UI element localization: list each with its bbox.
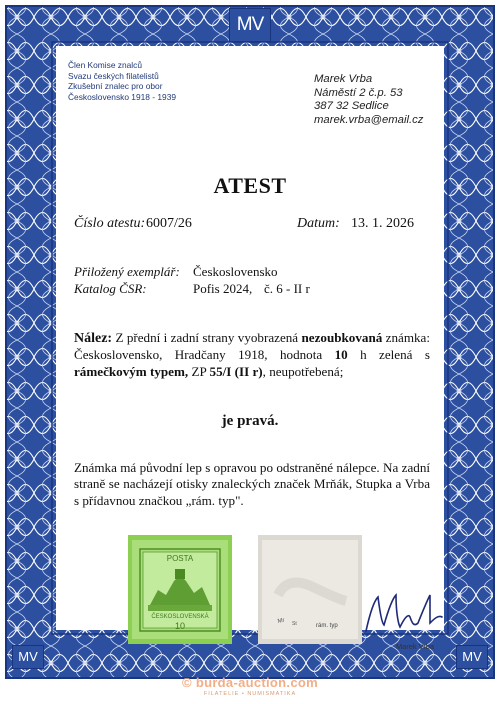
certificate-number-label: Číslo atestu: bbox=[74, 216, 146, 231]
svg-text:ČESKOSLOVENSKÁ: ČESKOSLOVENSKÁ bbox=[151, 614, 209, 620]
committee-line: Československo 1918 - 1939 bbox=[68, 91, 177, 102]
svg-text:10: 10 bbox=[174, 621, 186, 631]
committee-line: Svazu českých filatelistů bbox=[68, 70, 159, 81]
svg-text:POSTA: POSTA bbox=[166, 554, 194, 563]
committee-line: Zkušební znalec pro obor bbox=[68, 81, 163, 91]
stamp-front-image bbox=[128, 535, 232, 644]
verdict: je pravá. bbox=[221, 413, 279, 429]
mv-logo-bottom-right: MV bbox=[456, 645, 488, 669]
date-label: Datum: bbox=[297, 216, 340, 231]
finding-paragraph: Nález: Z přední i zadní strany vyobrazená nezoubkovaná známka: Československo, Hradčany 1918, hodnota 10 h zelená s rámečkovým typem, ZP 55/I (II r), neupotřebená; bbox=[74, 330, 431, 379]
address-line: 387 32 Sedlice bbox=[314, 100, 389, 113]
catalog-number: č. 6 - II r bbox=[264, 281, 310, 296]
svg-text:rám. typ: rám. typ bbox=[316, 623, 338, 629]
finding-label: Nález: bbox=[74, 331, 113, 346]
catalog-value: Pofis 2024, bbox=[193, 281, 253, 296]
mv-logo-top: MV bbox=[229, 8, 271, 42]
exemplar-value: Československo bbox=[193, 264, 278, 279]
address-line: marek.vrba@email.cz bbox=[314, 113, 424, 126]
exemplar-label: Přiložený exemplář: bbox=[74, 264, 180, 279]
certificate-number: 6007/26 bbox=[146, 216, 192, 231]
svg-text:Mr: Mr bbox=[277, 617, 286, 625]
svg-text:St: St bbox=[292, 621, 297, 627]
signature-name: Marek Vrba bbox=[396, 642, 434, 651]
address-line: Marek Vrba bbox=[314, 73, 373, 85]
expert-address bbox=[314, 73, 423, 127]
watermark-subtitle: FILATELIE • NUMISMATIKA bbox=[203, 691, 297, 697]
date-value: 13. 1. 2026 bbox=[351, 216, 414, 231]
committee-info bbox=[68, 60, 176, 102]
address-line: Náměstí 2 č.p. 53 bbox=[314, 86, 403, 99]
catalog-label: Katalog ČSR: bbox=[74, 281, 147, 296]
committee-line: Člen Komise znalců bbox=[68, 60, 143, 70]
note-paragraph: Známka má původní lep s opravou po odstraněné nálepce. Na zadní straně se nacházejí otisky znaleckých značek Mrňák, Stupka a Vrba s přídavnou značkou „rám. typ". bbox=[74, 460, 430, 508]
mv-logo-bottom-left: MV bbox=[12, 645, 44, 669]
handwritten-signature bbox=[360, 583, 446, 641]
document-title: ATEST bbox=[213, 173, 287, 198]
watermark: © burda-auction.com bbox=[182, 675, 318, 690]
stamp-back-image bbox=[258, 535, 362, 644]
